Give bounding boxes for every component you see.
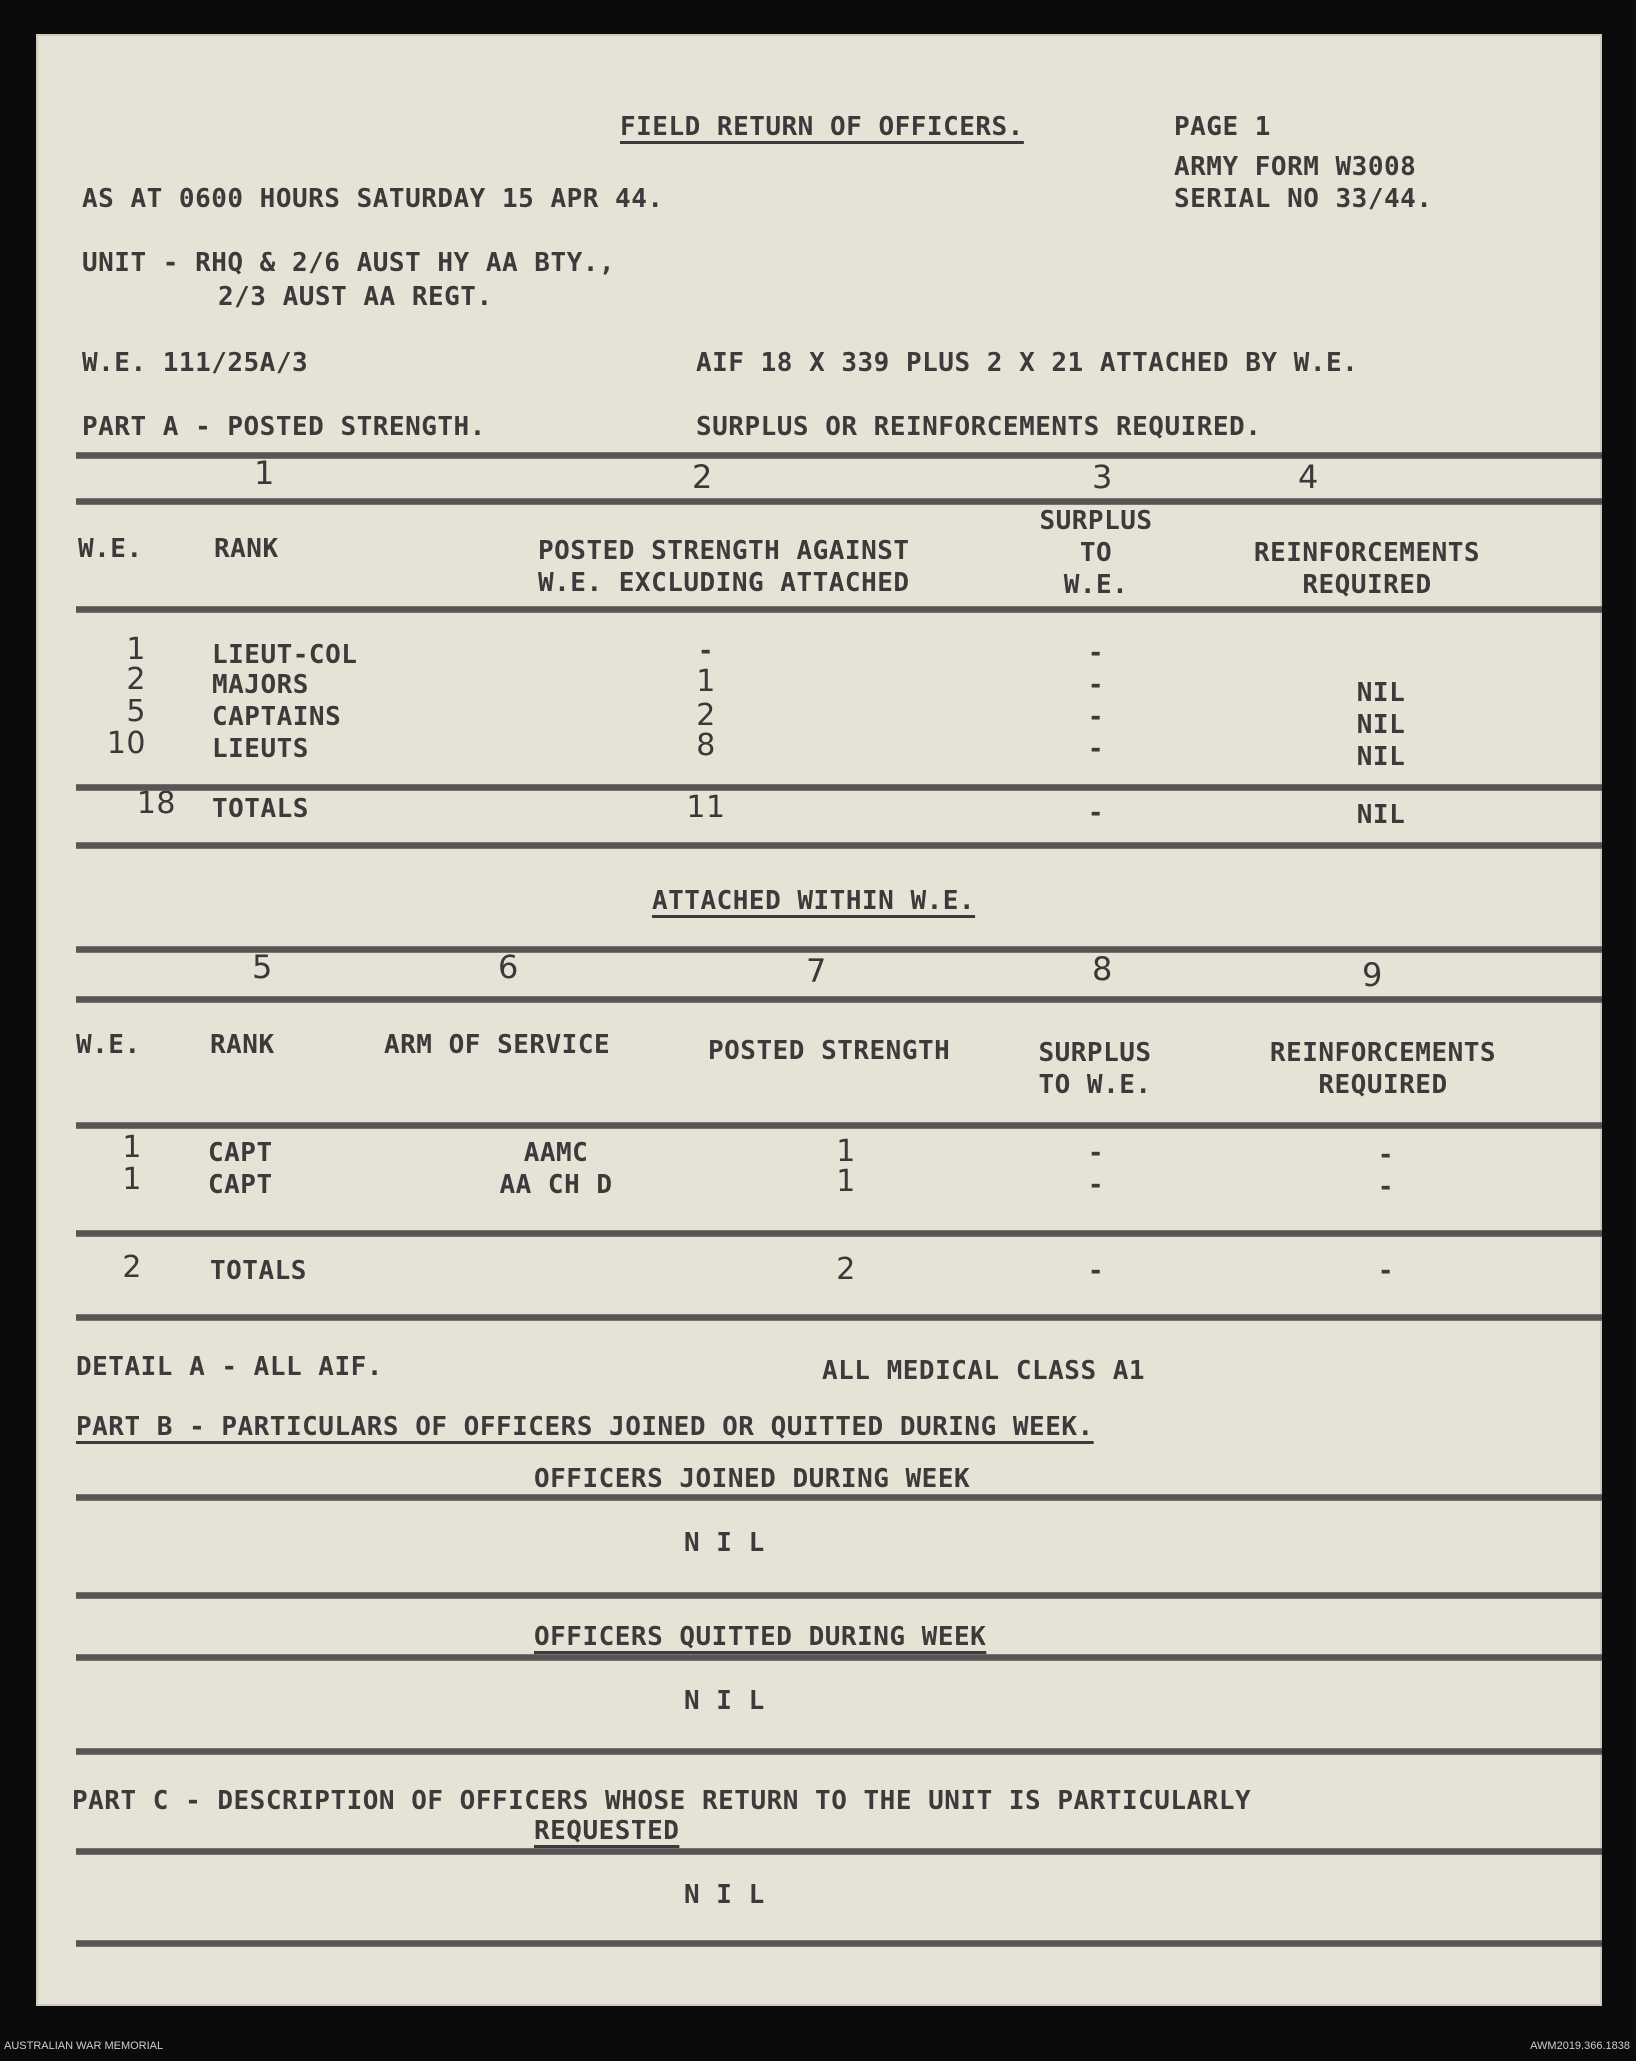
- attached-row-surplus: -: [1087, 1138, 1105, 1168]
- row-rank: LIEUTS: [212, 734, 309, 764]
- attached-header-surplus-1: SURPLUS: [1038, 1038, 1152, 1068]
- aif-strength: AIF 18 X 339 PLUS 2 X 21 ATTACHED BY W.E.: [696, 348, 1359, 378]
- rule: [76, 946, 1602, 953]
- col-number-1: 1: [254, 454, 275, 492]
- row-we: 2: [126, 662, 146, 697]
- rule: [76, 784, 1602, 791]
- unit-line-1: UNIT - RHQ & 2/6 AUST HY AA BTY.,: [82, 248, 616, 278]
- attached-header-surplus-2: TO W.E.: [1038, 1070, 1152, 1100]
- col-number-6: 6: [498, 948, 519, 986]
- row-rank: CAPTAINS: [212, 702, 342, 732]
- totals-label: TOTALS: [212, 794, 309, 824]
- attached-header-rank: RANK: [210, 1030, 275, 1060]
- totals-surplus: -: [1087, 798, 1105, 828]
- attached-row-posted: 1: [836, 1164, 856, 1199]
- unit-line-2: 2/3 AUST AA REGT.: [218, 282, 493, 312]
- attached-header-arm: ARM OF SERVICE: [384, 1030, 611, 1060]
- war-establishment: W.E. 111/25A/3: [82, 348, 309, 378]
- form-title: FIELD RETURN OF OFFICERS.: [620, 112, 1024, 142]
- as-at-date: AS AT 0600 HOURS SATURDAY 15 APR 44.: [82, 184, 664, 214]
- part-c-title-2: REQUESTED: [534, 1816, 680, 1846]
- rule: [76, 1592, 1602, 1599]
- header-we: W.E.: [78, 534, 143, 564]
- row-surplus: -: [1087, 670, 1105, 700]
- medical-class: ALL MEDICAL CLASS A1: [822, 1356, 1146, 1386]
- totals-reinf: NIL: [1356, 800, 1406, 830]
- serial-number: SERIAL NO 33/44.: [1174, 184, 1433, 214]
- header-reinf-2: REQUIRED: [1302, 570, 1432, 600]
- row-posted: 2: [696, 698, 716, 733]
- attached-totals-surplus: -: [1087, 1256, 1105, 1286]
- row-we: 10: [106, 726, 146, 761]
- row-surplus: -: [1087, 702, 1105, 732]
- col-number-5: 5: [252, 948, 273, 986]
- row-we: 5: [126, 694, 146, 729]
- army-form: ARMY FORM W3008: [1174, 152, 1417, 182]
- surplus-heading: SURPLUS OR REINFORCEMENTS REQUIRED.: [696, 412, 1262, 442]
- attached-row-posted: 1: [836, 1134, 856, 1169]
- col-number-3: 3: [1092, 458, 1113, 496]
- part-c-value: N I L: [684, 1880, 765, 1910]
- header-surplus-2: TO: [1079, 538, 1113, 568]
- header-posted-1: POSTED STRENGTH AGAINST: [538, 536, 910, 566]
- header-surplus-3: W.E.: [1063, 570, 1129, 600]
- header-reinf-1: REINFORCEMENTS: [1253, 538, 1481, 568]
- rule: [76, 452, 1602, 459]
- joined-title: OFFICERS JOINED DURING WEEK: [534, 1464, 971, 1494]
- col-number-2: 2: [692, 458, 713, 496]
- attached-row-rank: CAPT: [208, 1170, 273, 1200]
- attached-totals-reinf: -: [1377, 1256, 1395, 1286]
- attached-totals-posted: 2: [836, 1252, 856, 1287]
- attached-row-we: 1: [122, 1130, 142, 1165]
- col-number-4: 4: [1298, 458, 1319, 496]
- part-c-title: PART C - DESCRIPTION OF OFFICERS WHOSE RETURN TO THE UNIT IS PARTICULARLY: [72, 1786, 1252, 1816]
- row-reinf: NIL: [1356, 678, 1406, 708]
- col-number-7: 7: [806, 952, 827, 990]
- rule: [76, 1940, 1602, 1947]
- part-a-heading: PART A - POSTED STRENGTH.: [82, 412, 486, 442]
- attached-row-reinf: -: [1377, 1172, 1395, 1202]
- totals-we: 18: [136, 786, 176, 821]
- row-rank: MAJORS: [212, 670, 309, 700]
- attached-row-rank: CAPT: [208, 1138, 273, 1168]
- header-posted-2: W.E. EXCLUDING ATTACHED: [538, 568, 910, 598]
- attached-title: ATTACHED WITHIN W.E.: [652, 886, 976, 916]
- rule: [76, 1122, 1602, 1129]
- row-posted: -: [697, 636, 715, 666]
- rule: [76, 1748, 1602, 1755]
- rule: [76, 498, 1602, 505]
- quitted-value: N I L: [684, 1686, 765, 1716]
- footer-accession: AWM2019.366.1838: [1530, 2040, 1630, 2052]
- row-we: 1: [126, 632, 146, 667]
- footer-credit: AUSTRALIAN WAR MEMORIAL: [4, 2040, 164, 2052]
- attached-row-we: 1: [122, 1162, 142, 1197]
- joined-value: N I L: [684, 1528, 765, 1558]
- attached-header-reinf-2: REQUIRED: [1318, 1070, 1448, 1100]
- row-surplus: -: [1087, 734, 1105, 764]
- attached-row-arm: AA CH D: [499, 1170, 613, 1200]
- rule: [76, 1494, 1602, 1501]
- rule: [76, 1654, 1602, 1661]
- part-b-title: PART B - PARTICULARS OF OFFICERS JOINED OR QUITTED DURING WEEK.: [76, 1412, 1094, 1442]
- rule: [76, 996, 1602, 1003]
- header-surplus-1: SURPLUS: [1039, 506, 1153, 536]
- row-rank: LIEUT-COL: [212, 640, 358, 670]
- attached-row-arm: AAMC: [523, 1138, 589, 1168]
- attached-totals-label: TOTALS: [210, 1256, 307, 1286]
- rule: [76, 1230, 1602, 1237]
- attached-header-we: W.E.: [76, 1030, 141, 1060]
- rule: [76, 842, 1602, 849]
- row-posted: 8: [696, 728, 716, 763]
- document-page: [36, 34, 1602, 2006]
- row-reinf: NIL: [1356, 710, 1406, 740]
- col-number-9: 9: [1362, 956, 1383, 994]
- rule: [76, 1314, 1602, 1321]
- attached-totals-we: 2: [122, 1250, 142, 1285]
- attached-row-reinf: -: [1377, 1140, 1395, 1170]
- row-posted: 1: [696, 664, 716, 699]
- attached-header-posted: POSTED STRENGTH: [708, 1036, 951, 1066]
- totals-posted: 11: [686, 790, 726, 825]
- attached-row-surplus: -: [1087, 1170, 1105, 1200]
- attached-header-reinf-1: REINFORCEMENTS: [1269, 1038, 1497, 1068]
- rule: [76, 1848, 1602, 1855]
- quitted-title: OFFICERS QUITTED DURING WEEK: [534, 1622, 987, 1652]
- page-number: PAGE 1: [1174, 112, 1271, 142]
- col-number-8: 8: [1092, 950, 1113, 988]
- row-reinf: NIL: [1356, 742, 1406, 772]
- detail-a: DETAIL A - ALL AIF.: [76, 1352, 383, 1382]
- rule: [76, 606, 1602, 613]
- row-surplus: -: [1087, 638, 1105, 668]
- header-rank: RANK: [214, 534, 279, 564]
